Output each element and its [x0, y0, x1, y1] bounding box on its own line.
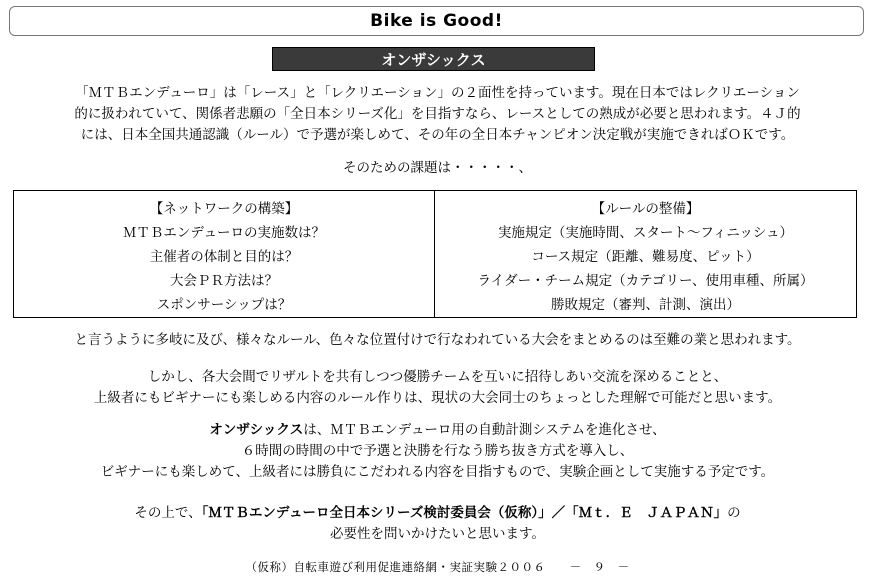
issue-item: 実施規定（実施時間、スタート～フィニッシュ） — [497, 225, 794, 241]
on-the-six-line — [0, 420, 875, 441]
issue-item: ライダー・チーム規定（カテゴリー、使用車種、所属） — [477, 273, 814, 289]
committee-prefix: その上で、 — [134, 505, 202, 521]
intro-line: 「ＭＴＢエンデューロ」は「レース」と「レクリエーション」の２面性を持っています。現在日本ではレクリエーション — [75, 85, 800, 101]
issue-item: 大会ＰＲ方法は？ — [170, 273, 278, 289]
committee-paragraph — [0, 503, 875, 545]
committee-line — [0, 503, 875, 524]
intro-paragraph — [0, 83, 875, 146]
sharing-line: しかし、各大会間でリザルトを共有しつつ優勝チームを互いに招待しあい交流を深めることと、 — [147, 369, 728, 385]
issues-table — [13, 190, 857, 318]
issue-item: コース規定（距離、難易度、ピット） — [531, 249, 760, 265]
issues-network-heading: 【ネットワークの構築】 — [149, 201, 299, 217]
section-heading-text: オンザシックス — [381, 50, 486, 69]
issue-item: 主催者の体制と目的は？ — [149, 249, 299, 265]
issue-item: スポンサーシップは？ — [156, 297, 292, 313]
issues-rules-heading: 【ルールの整備】 — [591, 201, 700, 217]
on-the-six-line: ６時間の時間の中で予選と決勝を行なう勝ち抜き方式を導入し、 — [241, 443, 634, 459]
committee-line: 必要性を問いかけたいと思います。 — [330, 526, 545, 542]
issues-lead: そのための課題は・・・・・、 — [343, 160, 532, 176]
issue-item: 勝敗規定（審判、計測、演出） — [551, 297, 740, 313]
after-paragraph: と言うように多岐に及び、様々なルール、色々な位置付けで行なわれている大会をまとめるのは至難の業と思われます。 — [74, 332, 801, 348]
section-heading — [272, 47, 595, 71]
page-title: Bike is Good! — [370, 11, 503, 31]
intro-line: 的に扱われていて、関係者悲願の「全日本シリーズ化」を目指すなら、レースとしての熟成が必要と思われます。４Ｊ的 — [74, 106, 801, 122]
issue-item: ＭＴＢエンデューロの実施数は？ — [122, 225, 326, 241]
sharing-line: 上級者にもビギナーにも楽しめる内容のルール作りは、現状の大会同士のちょっとした理解で可能だと思います。 — [93, 390, 782, 406]
page-title-box — [9, 6, 864, 36]
sharing-paragraph — [0, 367, 875, 409]
issues-network-column — [14, 191, 435, 317]
intro-line: には、日本全国共通認識（ルール）で予選が楽しめて、その年の全日本チャンピオン決定戦が実施できればＯＫです。 — [80, 127, 795, 143]
on-the-six-line: ビギナーにも楽しめて、上級者には勝負にこだわれる内容を目指すもので、実験企画として実施する予定です。 — [100, 464, 775, 480]
committee-suffix: の — [727, 505, 741, 521]
on-the-six-line-rest: は、ＭＴＢエンデューロ用の自動計測システムを進化させ、 — [303, 422, 666, 438]
committee-name: 「ＭＴＢエンデューロ全日本シリーズ検討委員会（仮称）」／「Ｍｔ．Ｅ ＪＡＰＡＮ」 — [201, 505, 728, 521]
on-the-six-paragraph — [0, 420, 875, 483]
on-the-six-name: オンザシックス — [209, 422, 304, 438]
issues-rules-column — [435, 191, 856, 317]
page-footer: （仮称）自転車遊び利用促進連絡網・実証実験２００６ － ９ － — [245, 560, 630, 574]
